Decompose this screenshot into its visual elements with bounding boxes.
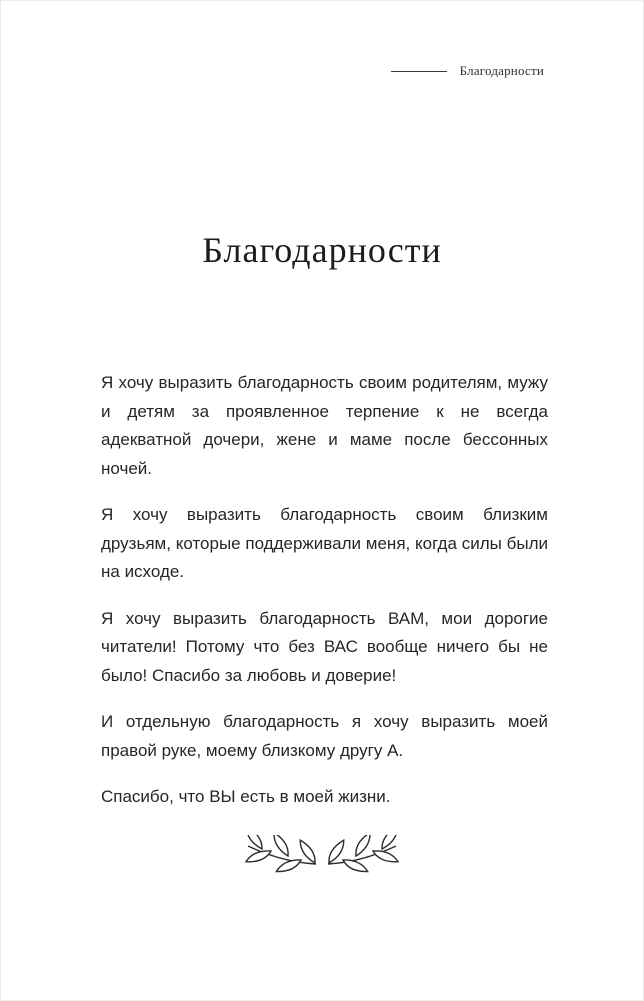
paragraph: Я хочу выразить благодарность ВАМ, мои дорогие читатели! Потому что без ВАС вообще ничего бы не было! Спасибо за любовь и доверие! [101,608,548,685]
ornament-container [1,835,643,886]
laurel-ornament-icon [190,835,454,881]
chapter-title: Благодарности [202,230,442,270]
running-head-label: Благодарности [459,63,544,78]
paragraph: Спасибо, что ВЫ есть в моей жизни. [101,787,391,806]
running-head [391,63,544,79]
paragraph: Я хочу выразить благодарность своим родителям, мужу и детям за проявленное терпение к не всегда адекватной дочери, жене и маме после бессонных ночей. [101,373,548,478]
paragraph: Я хочу выразить благодарность своим близким друзьям, которые поддерживали меня, когда силы были на исходе. [101,505,548,581]
running-head-rule [391,71,447,72]
body-text [101,369,548,830]
paragraph: И отдельную благодарность я хочу выразить моей правой руке, моему близкому другу А. [101,712,548,760]
